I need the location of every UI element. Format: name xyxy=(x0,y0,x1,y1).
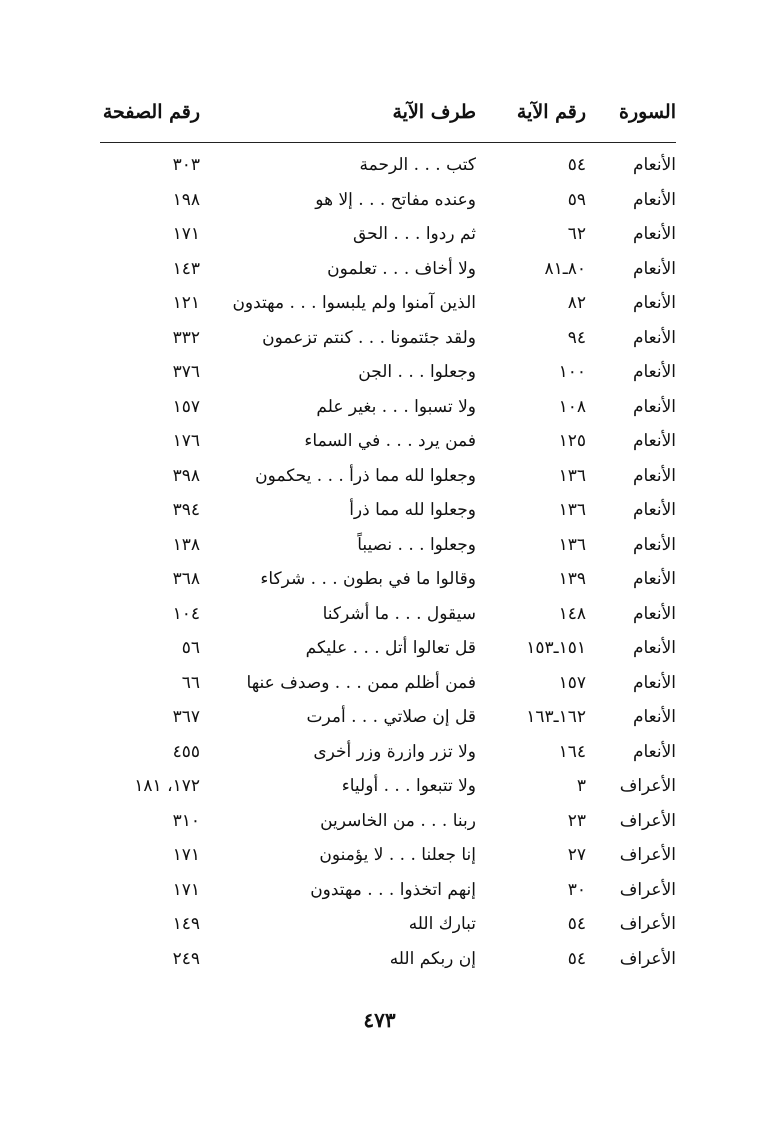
page-number-cell: ١٠٤ xyxy=(172,603,200,624)
page-number-cell: ٢٤٩ xyxy=(172,948,200,969)
page-number-cell: ١٤٣ xyxy=(172,258,200,279)
verse-text-cell: فمن أظلم ممن . . . وصدف عنها xyxy=(246,672,476,693)
table-row xyxy=(100,424,676,459)
verse-text-cell: وجعلوا . . . الجن xyxy=(358,362,476,382)
verse-text-cell: إن ربكم الله xyxy=(389,948,476,969)
surah-cell: الأعراف xyxy=(619,810,676,831)
table-row xyxy=(100,528,676,563)
surah-cell: الأعراف xyxy=(619,845,676,865)
surah-cell: الأنعام xyxy=(632,500,676,520)
verse-number-cell: ١٣٦ xyxy=(558,465,586,486)
verse-number-cell: ١٦٢ـ١٦٣ xyxy=(526,707,586,727)
page-number-cell: ١٧١ xyxy=(172,879,200,900)
surah-cell: الأنعام xyxy=(632,189,676,210)
table-row xyxy=(100,597,676,632)
table-row xyxy=(100,666,676,701)
page-number-cell: ٣٩٤ xyxy=(172,500,200,520)
table-row xyxy=(100,286,676,321)
table-row xyxy=(100,907,676,942)
verse-text-cell: ولا تسبوا . . . بغير علم xyxy=(316,396,476,417)
verse-text-cell: ربنا . . . من الخاسرين xyxy=(320,810,476,831)
page-number-cell: ١٥٧ xyxy=(172,396,200,417)
verse-text-cell: وعنده مفاتح . . . إلا هو xyxy=(315,189,476,210)
table-row xyxy=(100,148,676,183)
surah-cell: الأنعام xyxy=(632,672,676,693)
verse-text-cell: ولا تتبعوا . . . أولياء xyxy=(341,776,476,796)
table-row xyxy=(100,735,676,770)
verse-text-cell: سيقول . . . ما أشركنا xyxy=(322,603,476,624)
page-number-cell: ١٧٢، ١٨١ xyxy=(134,776,200,796)
verse-text-cell: فمن يرد . . . في السماء xyxy=(304,431,476,451)
surah-cell: الأعراف xyxy=(619,914,676,934)
page-number-cell: ١٧٦ xyxy=(172,431,200,451)
surah-cell: الأنعام xyxy=(632,465,676,486)
verse-number-cell: ٥٤ xyxy=(567,914,586,934)
table-row xyxy=(100,873,676,908)
header-surah: السورة xyxy=(619,101,676,123)
verse-number-cell: ٣٠ xyxy=(567,879,586,900)
verse-text-cell: ولقد جئتمونا . . . كنتم تزعمون xyxy=(262,327,476,348)
page-number-cell: ١٢١ xyxy=(172,293,200,313)
verse-text-cell: قل تعالوا أتل . . . عليكم xyxy=(305,638,476,658)
verse-text-cell: وجعلوا لله مما ذرأ xyxy=(349,500,476,520)
verse-text-cell: ولا تزر وازرة وزر أخرى xyxy=(313,741,476,762)
verse-number-cell: ١٤٨ xyxy=(558,603,586,624)
verse-text-cell: تبارك الله xyxy=(408,914,476,934)
verse-number-cell: ٢٣ xyxy=(567,810,586,831)
table-row xyxy=(100,769,676,804)
surah-cell: الأنعام xyxy=(632,224,676,244)
verse-text-cell: كتب . . . الرحمة xyxy=(359,155,476,175)
page-number-cell: ١٣٨ xyxy=(172,534,200,555)
page-number: ٤٧٣ xyxy=(363,1008,396,1032)
verse-number-cell: ١٠٨ xyxy=(558,396,586,417)
page-number-cell: ١٤٩ xyxy=(172,914,200,934)
verse-text-cell: وقالوا ما في بطون . . . شركاء xyxy=(260,569,476,589)
verse-number-cell: ١٠٠ xyxy=(558,362,586,382)
surah-cell: الأنعام xyxy=(632,293,676,313)
verse-number-cell: ١٥١ـ١٥٣ xyxy=(526,638,586,658)
verse-number-cell: ٥٤ xyxy=(567,948,586,969)
surah-cell: الأعراف xyxy=(619,879,676,900)
table-row xyxy=(100,217,676,252)
page-number-cell: ٣٧٦ xyxy=(172,362,200,382)
surah-cell: الأنعام xyxy=(632,362,676,382)
verse-number-cell: ٢٧ xyxy=(567,845,586,865)
header-verse-number: رقم الآية xyxy=(516,101,586,123)
header-page-number: رقم الصفحة xyxy=(102,101,200,123)
verse-number-cell: ١٥٧ xyxy=(558,672,586,693)
header-verse-text: طرف الآية xyxy=(392,101,476,123)
table-row xyxy=(100,183,676,218)
surah-cell: الأنعام xyxy=(632,534,676,555)
surah-cell: الأنعام xyxy=(632,396,676,417)
table-row xyxy=(100,355,676,390)
verse-number-cell: ٥٩ xyxy=(567,189,586,210)
surah-cell: الأنعام xyxy=(632,431,676,451)
surah-cell: الأنعام xyxy=(632,707,676,727)
verse-number-cell: ٩٤ xyxy=(567,327,586,348)
table-row xyxy=(100,459,676,494)
verse-number-cell: ٥٤ xyxy=(567,155,586,175)
index-table-body xyxy=(100,148,676,976)
verse-text-cell: الذين آمنوا ولم يلبسوا . . . مهتدون xyxy=(232,293,476,313)
table-row xyxy=(100,942,676,977)
table-row xyxy=(100,390,676,425)
surah-cell: الأعراف xyxy=(619,948,676,969)
table-row xyxy=(100,804,676,839)
surah-cell: الأنعام xyxy=(632,569,676,589)
page-number-cell: ٣٦٧ xyxy=(172,707,200,727)
table-row xyxy=(100,321,676,356)
verse-number-cell: ١٣٦ xyxy=(558,534,586,555)
table-header xyxy=(100,96,676,128)
page-number-cell: ١٩٨ xyxy=(172,189,200,210)
surah-cell: الأنعام xyxy=(632,603,676,624)
surah-cell: الأنعام xyxy=(632,258,676,279)
surah-cell: الأنعام xyxy=(632,155,676,175)
verse-text-cell: إنا جعلنا . . . لا يؤمنون xyxy=(319,845,476,865)
verse-number-cell: ١٢٥ xyxy=(558,431,586,451)
surah-cell: الأنعام xyxy=(632,638,676,658)
table-row xyxy=(100,838,676,873)
table-row xyxy=(100,631,676,666)
verse-number-cell: ١٣٦ xyxy=(558,500,586,520)
page-number-cell: ٣٦٨ xyxy=(172,569,200,589)
verse-text-cell: وجعلوا لله مما ذرأ . . . يحكمون xyxy=(255,465,476,486)
page-number-cell: ١٧١ xyxy=(172,224,200,244)
page-number-cell: ٣٣٢ xyxy=(172,327,200,348)
verse-number-cell: ٣ xyxy=(576,776,586,796)
verse-text-cell: ولا أخاف . . . تعلمون xyxy=(327,258,476,279)
surah-cell: الأنعام xyxy=(632,741,676,762)
page-number-cell: ٤٥٥ xyxy=(172,741,200,762)
page-number-cell: ٣٠٣ xyxy=(172,155,200,175)
table-row xyxy=(100,700,676,735)
page-number-cell: ٣٩٨ xyxy=(172,465,200,486)
table-row xyxy=(100,493,676,528)
verse-text-cell: إنهم اتخذوا . . . مهتدون xyxy=(310,879,476,900)
verse-number-cell: ٦٢ xyxy=(567,224,586,244)
page-number-cell: ١٧١ xyxy=(172,845,200,865)
verse-number-cell: ٨٠ـ٨١ xyxy=(544,258,586,279)
verse-number-cell: ٨٢ xyxy=(567,293,586,313)
table-row xyxy=(100,562,676,597)
verse-number-cell: ١٣٩ xyxy=(558,569,586,589)
table-row xyxy=(100,252,676,287)
header-divider xyxy=(100,142,676,143)
surah-cell: الأعراف xyxy=(619,776,676,796)
verse-text-cell: قل إن صلاتي . . . أمرت xyxy=(306,707,476,727)
surah-cell: الأنعام xyxy=(632,327,676,348)
page-number-cell: ٥٦ xyxy=(181,638,200,658)
verse-number-cell: ١٦٤ xyxy=(558,741,586,762)
page-number-cell: ٦٦ xyxy=(181,672,200,693)
verse-text-cell: وجعلوا . . . نصيباً xyxy=(357,534,476,555)
page-number-cell: ٣١٠ xyxy=(172,810,200,831)
verse-text-cell: ثم ردوا . . . الحق xyxy=(352,224,476,244)
